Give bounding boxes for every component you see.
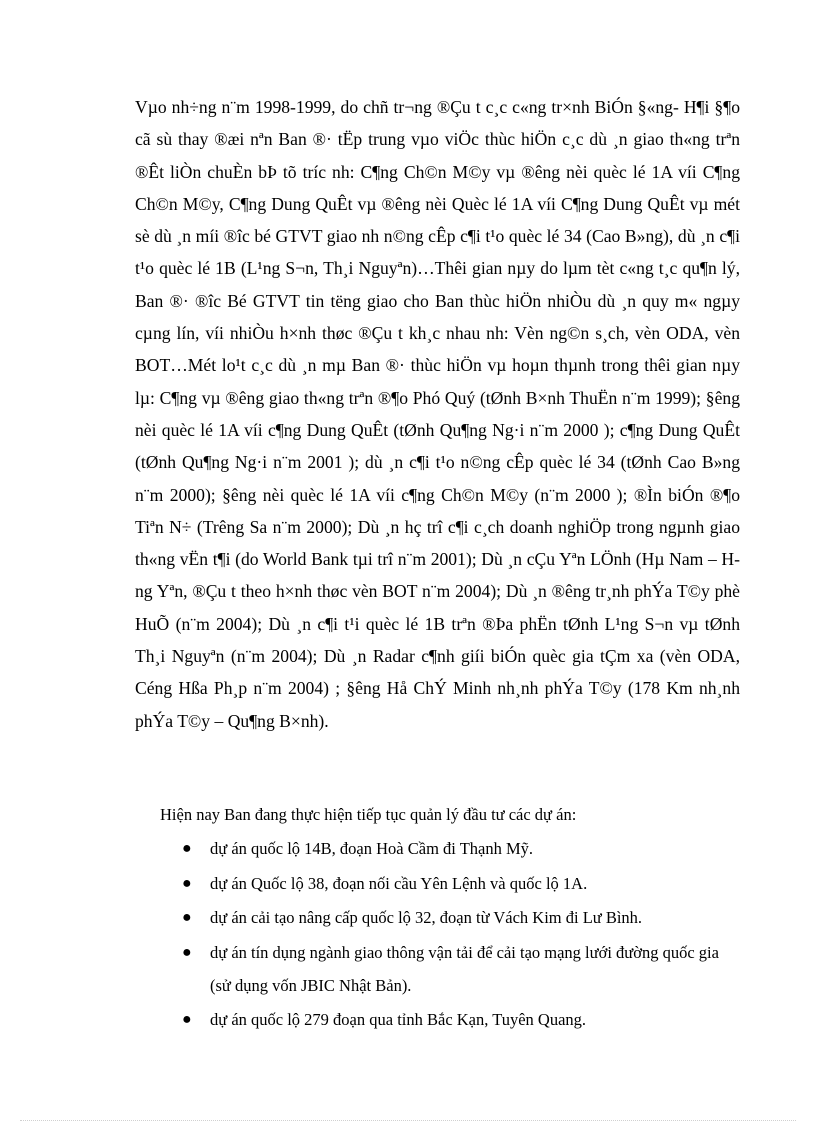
main-paragraph: Vµo nh÷ng n¨m 1998-1999, do chñ tr¬ng ®Çu t c¸c c«ng tr×nh BiÓn §«ng- H¶i §¶o cã sù thay ®æi nªn Ban ®· tËp trung vµo viÖc thùc hiÖn c¸c dù ¸n giao th«ng trªn ®Êt liÒn chuÈn bÞ tõ tríc nh: C¶ng Ch©n M©y vµ ®êng nèi quèc lé 1A víi C¶ng Ch©n M©y, C¶ng Dung QuÊt vµ ®êng nèi Quèc lé 1A víi C¶ng Dung QuÊt vµ mét sè dù ¸n míi ®îc bé GTVT giao nh n©ng cÊp c¶i t¹o quèc lé 34 (Cao B»ng), dù ¸n c¶i t¹o quèc lé 1B (L¹ng S¬n, Th¸i Nguyªn)…Thêi gian nµy do lµm tèt c«ng t¸c qu¶n lý, Ban ®· ®îc Bé GTVT tin tëng giao cho Ban thùc hiÖn nhiÒu dù ¸n quy m« ngµy cµng lín, víi nhiÒu h×nh thøc ®Çu t kh¸c nhau nh: Vèn ng©n s¸ch, vèn ODA, vèn BOT…Mét lo¹t c¸c dù ¸n mµ Ban ®· thùc hiÖn vµ hoµn thµnh trong thêi gian nµy lµ: C¶ng vµ ®êng giao th«ng trªn ®¶o Phó Quý (tØnh B×nh ThuËn n¨m 1999); §êng nèi quèc lé 1A víi c¶ng Dung QuÊt (tØnh Qu¶ng Ng·i n¨m 2000 ); c¶ng Dung QuÊt (tØnh Qu¶ng Ng·i n¨m 2001 ); dù ¸n c¶i t¹o n©ng cÊp quèc lé 34 (tØnh Cao B»ng n¨m 2000); §êng nèi quèc lé 1A víi c¶ng Ch©n M©y (n¨m 2000 ); ®Ìn biÓn ®¶o Tiªn N÷ (Trêng Sa n¨m 2000); Dù ¸n hç trî c¶i c¸ch doanh nghiÖp trong ngµnh giao th«ng vËn t¶i (do World Bank tµi trî n¨m 2001); Dù ¸n cÇu Yªn LÖnh (Hµ Nam – Hng Yªn, ®Çu t theo h×nh thøc vèn BOT n¨m 2004); Dù ¸n ®êng tr¸nh phÝa T©y phè HuÕ (n¨m 2004); Dù ¸n c¶i t¹i quèc lé 1B trªn ®Þa phËn tØnh L¹ng S¬n vµ tØnh Th¸i Nguyªn (n¨m 2004); Dù ¸n Radar c¶nh giíi biÓn quèc gia tÇm xa (vèn ODA, Céng Hßa Ph¸p n¨m 2004) ; §êng Hå ChÝ Minh nh¸nh phÝa T©y (178 Km nh¸nh phÝa T©y – Qu¶ng B×nh).: [135, 97, 740, 731]
page-bottom-divider: [20, 1120, 796, 1121]
list-item-text: dự án quốc lộ 279 đoạn qua tỉnh Bắc Kạn, Tuyên Quang.: [210, 1010, 587, 1029]
bullet-icon: ●: [182, 874, 192, 892]
list-item: [180, 867, 740, 900]
bullet-icon: ●: [182, 1011, 192, 1028]
list-item: [180, 832, 740, 865]
intro-line: Hiện nay Ban đang thực hiện tiếp tục quản lý đầu tư các dự án:: [160, 805, 577, 824]
bullet-icon: ●: [182, 943, 192, 961]
list-item-text: dự án quốc lộ 14B, đoạn Hoà Cầm đi Thạnh Mỹ.: [210, 839, 534, 858]
list-item: [180, 936, 740, 1002]
list-item: [180, 1003, 740, 1036]
list-item-text: dự án cải tạo nâng cấp quốc lộ 32, đoạn từ Vách Kim đi Lư Bình.: [210, 908, 643, 927]
project-list: [180, 832, 740, 1038]
bullet-icon: ●: [182, 909, 192, 926]
list-item-text: dự án tín dụng ngành giao thông vận tải để cải tạo mạng lưới đường quốc gia (sử dụng vốn JBIC Nhật Bản).: [210, 942, 719, 995]
list-item-text: dự án Quốc lộ 38, đoạn nối cầu Yên Lệnh và quốc lộ 1A.: [210, 873, 588, 893]
bullet-icon: ●: [182, 840, 192, 857]
list-item: [180, 901, 740, 934]
